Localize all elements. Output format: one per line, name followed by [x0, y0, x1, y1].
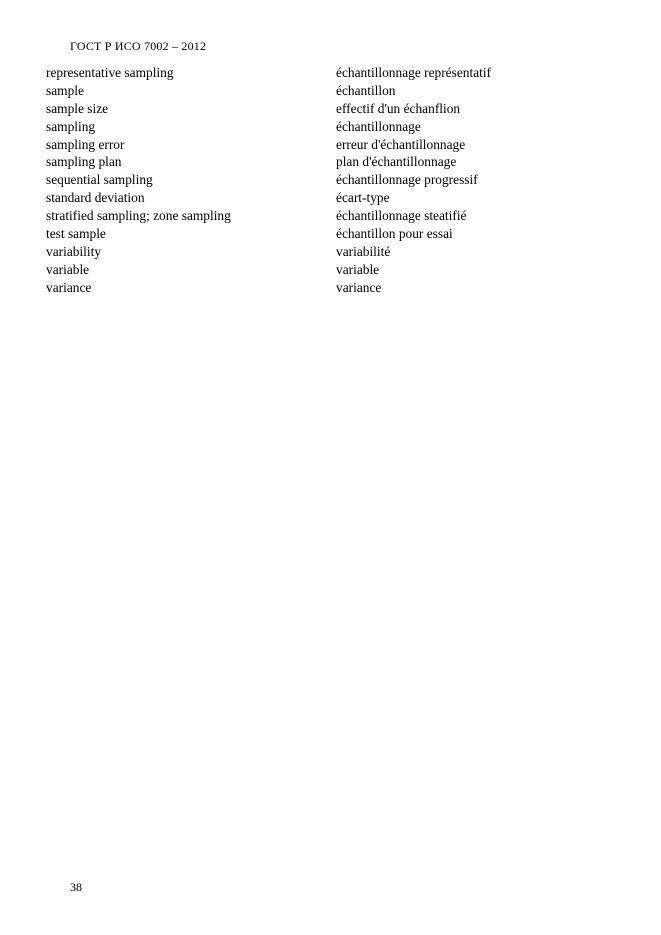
english-term: sample [46, 82, 84, 98]
glossary-row [46, 171, 606, 189]
french-term: échantillonnage [336, 118, 421, 134]
english-term: representative sampling [46, 65, 174, 80]
english-term: sampling error [46, 136, 125, 152]
glossary-row [46, 207, 606, 225]
french-term: variabilité [336, 243, 391, 259]
glossary-row [46, 279, 606, 297]
english-term: sampling [46, 118, 96, 134]
english-term: sample size [46, 100, 109, 116]
french-term: échantillon pour essai [336, 226, 453, 242]
glossary-row [46, 100, 606, 118]
glossary-row [46, 225, 606, 243]
page-number: 38 [70, 880, 82, 894]
english-term: variable [46, 261, 90, 277]
french-term: erreur d'échantillonnage [336, 136, 466, 152]
glossary-table [46, 64, 606, 297]
glossary-row [46, 136, 606, 154]
glossary-row [46, 153, 606, 171]
french-term: échantillonnage représentatif [336, 65, 492, 80]
english-term: test sample [46, 226, 106, 242]
french-term: effectif d'un échanflion [336, 100, 461, 116]
english-term: standard deviation [46, 190, 145, 206]
french-term: plan d'échantillonnage [336, 154, 457, 170]
french-term: échantillonnage progressif [336, 172, 478, 188]
glossary-row [46, 82, 606, 100]
french-term: échantillonnage steatifié [336, 208, 467, 224]
english-term: variance [46, 279, 92, 295]
french-term: variable [336, 261, 380, 277]
glossary-row [46, 261, 606, 279]
glossary-row [46, 64, 606, 82]
document-header: ГОСТ Р ИСО 7002 – 2012 [70, 39, 207, 53]
glossary-row [46, 189, 606, 207]
english-term: sequential sampling [46, 172, 153, 188]
english-term: variability [46, 243, 102, 259]
glossary-row [46, 243, 606, 261]
french-term: écart-type [336, 190, 390, 206]
glossary-row [46, 118, 606, 136]
english-term: stratified sampling; zone sampling [46, 208, 231, 224]
french-term: échantillon [336, 82, 396, 98]
english-term: sampling plan [46, 154, 122, 170]
french-term: variance [336, 279, 382, 295]
